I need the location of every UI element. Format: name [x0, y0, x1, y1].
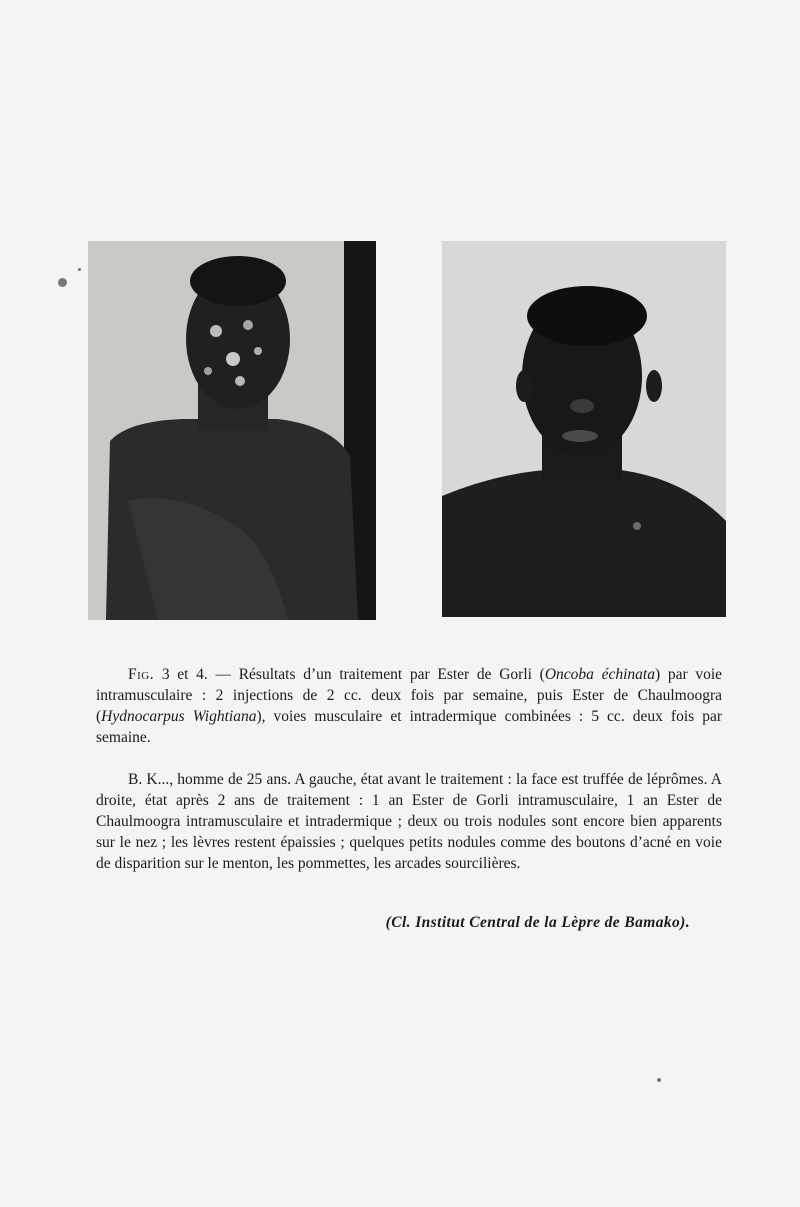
figure-3-image	[88, 241, 376, 620]
caption-text-1: Résultats d’un traitement par Ester de Gorli (	[238, 666, 545, 683]
figure-4-image	[442, 241, 726, 617]
caption-text-3: ), voies musculaire et intradermique combinées : 5 cc. deux fois par semaine.	[96, 708, 722, 746]
case-description: B. K..., homme de 25 ans. A gauche, état avant le traitement : la face est truffée de léprômes. A droite, état après 2 ans de traitement : 1 an Ester de Gorli intramusculaire, 1 an Ester de Chaulmoogra intramusculaire et intradermique ; deux ou trois nodules sont encore bien apparents sur le nez ; les lèvres restent épaissies ; quelques petits nodules comme des boutons d’acné en voie de disparition sur le menton, les pommettes, les arcades sourcilières.	[96, 771, 722, 872]
figure-4-photo	[442, 241, 726, 617]
caption-species-1: Oncoba échinata	[544, 666, 655, 683]
figure-3-photo	[88, 241, 376, 620]
photo-credit: (Cl. Institut Central de la Lèpre de Bamako).	[385, 914, 690, 931]
caption-species-2: Hydnocarpus Wightiana	[101, 708, 257, 725]
figure-caption	[96, 664, 722, 748]
caption-dash: —	[215, 666, 231, 683]
caption-text-2: ) par voie intramusculaire : 2 injections de 2 cc. deux fois par semaine, puis Ester de Chaulmoogra (	[96, 666, 723, 725]
scan-speck	[58, 278, 67, 287]
figure-label: Fig.	[128, 666, 155, 683]
figure-numbers: 3 et 4.	[161, 666, 208, 683]
scan-speck	[78, 268, 81, 271]
scan-speck	[657, 1078, 661, 1082]
